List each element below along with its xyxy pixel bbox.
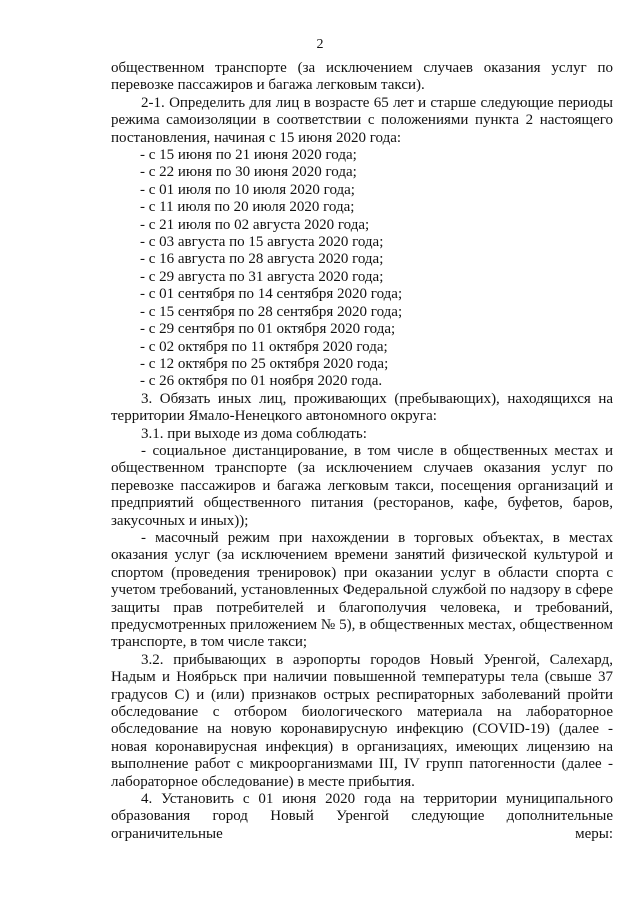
paragraph-4: 4. Установить с 01 июня 2020 года на территории муниципального образования город Новый Уренгой следующие дополнительные ограничительные меры: bbox=[111, 791, 613, 842]
paragraph-3: 3. Обязать иных лиц, проживающих (пребывающих), находящихся на территории Ямало-Ненецкого автономного округа: bbox=[111, 390, 613, 425]
period-item: - с 02 октября по 11 октября 2020 года; bbox=[140, 338, 388, 355]
period-item: - с 01 июля по 10 июля 2020 года; bbox=[140, 181, 355, 198]
document-body bbox=[111, 60, 613, 843]
paragraph-3-1: 3.1. при выходе из дома соблюдать: bbox=[141, 425, 367, 442]
period-item: - с 16 августа по 28 августа 2020 года; bbox=[140, 251, 384, 268]
period-item: - с 01 сентября по 14 сентября 2020 года; bbox=[140, 286, 403, 303]
paragraph-3-1-mask-regime: - масочный режим при нахождении в торговых объектах, в местах оказания услуг (за исключением времени занятий физической культурой и спортом (проведения тренировок) при оказании услуг в области спорта с учетом требований, установленных Федеральной службой по надзору в сфере защиты прав потребителей и благополучия человека, и требований, предусмотренных приложением № 5), в общественных местах, общественном транспорте, в том числе такси; bbox=[111, 529, 613, 651]
period-item: - с 22 июня по 30 июня 2020 года; bbox=[140, 164, 357, 181]
period-item: - с 21 июля по 02 августа 2020 года; bbox=[140, 216, 370, 233]
self-isolation-periods-list bbox=[111, 147, 613, 391]
period-item: - с 11 июля по 20 июля 2020 года; bbox=[140, 199, 355, 216]
paragraph-3-1-social-distancing: - социальное дистанцирование, в том числе в общественных местах и общественном транспорте (за исключением случаев оказания услуг по перевозке пассажиров и багажа легковым такси, посещения организаций и предприятий общественного питания (ресторанов, кафе, буфетов, баров, закусочных и иных)); bbox=[111, 442, 613, 529]
paragraph-3-2: 3.2. прибывающих в аэропорты городов Новый Уренгой, Салехард, Надым и Ноябрьск при наличии повышенной температуры тела (свыше 37 градусов С) и (или) признаков острых респираторных заболеваний пройти обследование с отбором биологического материала на лабораторное обследование на новую коронавирусную инфекцию (COVID-19) (далее - новая коронавирусная инфекция) в организациях, имеющих лицензию на выполнение работ с микроорганизмами III, IV групп патогенности (далее - лабораторное обследование) в месте прибытия. bbox=[111, 651, 613, 790]
period-item: - с 29 августа по 31 августа 2020 года; bbox=[140, 268, 384, 285]
paragraph-continuation: общественном транспорте (за исключением случаев оказания услуг по перевозке пассажиров и багажа легковым такси). bbox=[111, 60, 613, 94]
paragraph-2-1: 2-1. Определить для лиц в возрасте 65 лет и старше следующие периоды режима самоизоляции в соответствии с положениями пункта 2 настоящего постановления, начиная с 15 июня 2020 года: bbox=[111, 94, 613, 146]
period-item: - с 03 августа по 15 августа 2020 года; bbox=[140, 234, 384, 251]
period-item: - с 26 октября по 01 ноября 2020 года. bbox=[140, 373, 383, 390]
period-item: - с 29 сентября по 01 октября 2020 года; bbox=[140, 321, 396, 338]
page-number: 2 bbox=[316, 37, 324, 52]
period-item: - с 12 октября по 25 октября 2020 года; bbox=[140, 355, 389, 372]
period-item: - с 15 июня по 21 июня 2020 года; bbox=[140, 147, 357, 164]
period-item: - с 15 сентября по 28 сентября 2020 года; bbox=[140, 303, 403, 320]
